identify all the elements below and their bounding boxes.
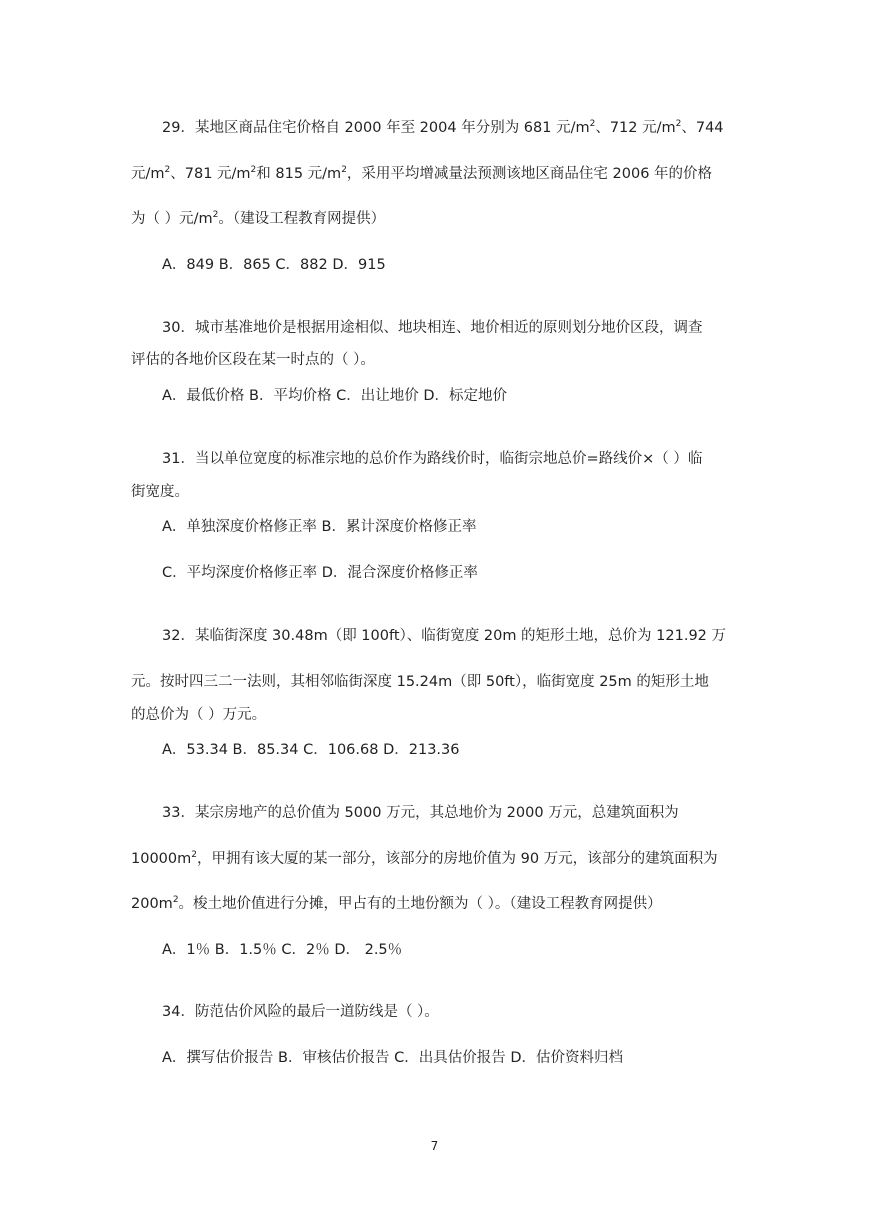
q30-line-1: 30．城市基准地价是根据用途相似、地块相连、地价相近的原则划分地价区段，调查 bbox=[162, 320, 703, 336]
q29-line-3: 为（ ）元$/m^2$。（建设工程教育网提供） bbox=[131, 210, 386, 227]
q32-line-1: 32．某临街深度 30.48m（即 100ft）、临街宽度 20m 的矩形土地，总价为 121.92 万 bbox=[162, 628, 727, 644]
q29-line-1: 29．某地区商品住宅价格自 2000 年至 2004 年分别为 681 元$/m^2$、712 元$/m^2$、744 bbox=[162, 119, 724, 136]
q29-options: A．849 B．865 C．882 D．915 bbox=[162, 257, 386, 273]
q31-options-2: C．平均深度价格修正率 D．混合深度价格修正率 bbox=[162, 565, 478, 581]
q34-line-1: 34．防范估价风险的最后一道防线是（ ）。 bbox=[162, 1004, 439, 1020]
q31-options-1: A．单独深度价格修正率 B．累计深度价格修正率 bbox=[162, 519, 477, 535]
q34-options: A．撰写估价报告 B．审核估价报告 C．出具估价报告 D．估价资料归档 bbox=[162, 1050, 623, 1066]
q33-line-1: 33．某宗房地产的总价值为 5000 万元，其总地价为 2000 万元，总建筑面积为 bbox=[162, 805, 679, 821]
q31-line-2: 街宽度。 bbox=[131, 484, 189, 500]
q31-line-1: 31．当以单位宽度的标准宗地的总价作为路线价时，临街宗地总价=路线价×（ ）临 bbox=[162, 451, 703, 467]
q29-line-2: 元$/m^2$、781 元$/m^2$和 815 元$/m^2$，采用平均增减量法预测该地区商品住宅 2006 年的价格 bbox=[131, 165, 713, 182]
q33-line-3: $200m^2$。梭土地价值进行分摊，甲占有的土地份额为（ ）。（建设工程教育网提供） bbox=[131, 895, 662, 912]
q32-line-2: 元。按时四三二一法则，其相邻临街深度 15.24m（即 50ft），临街宽度 25m 的矩形土地 bbox=[131, 674, 709, 690]
q32-line-3: 的总价为（ ）万元。 bbox=[131, 707, 267, 723]
q30-options: A．最低价格 B．平均价格 C．出让地价 D．标定地价 bbox=[162, 388, 507, 404]
q33-options: A．1％ B．1.5％ C．2％ D． 2.5％ bbox=[162, 942, 403, 958]
q33-line-2: $10000m^2$，甲拥有该大厦的某一部分，该部分的房地价值为 90 万元，该部分的建筑面积为 bbox=[131, 850, 718, 867]
q30-line-2: 评估的各地价区段在某一时点的（ ）。 bbox=[131, 352, 375, 368]
page-number: 7 bbox=[430, 1139, 439, 1153]
q32-options: A．53.34 B．85.34 C．106.68 D．213.36 bbox=[162, 742, 460, 758]
